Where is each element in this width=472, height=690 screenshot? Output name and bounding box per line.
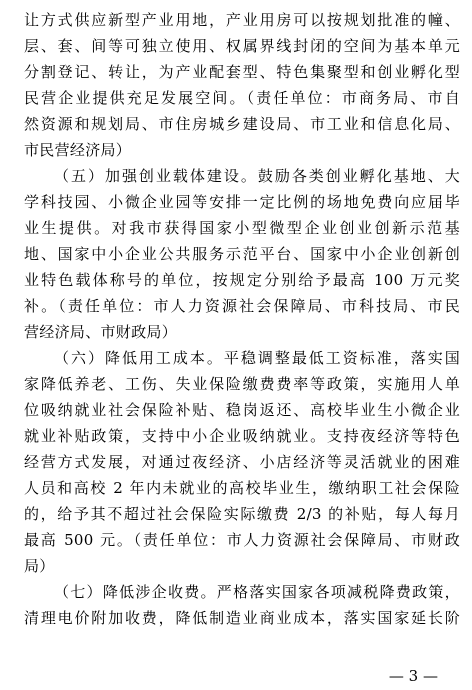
text-line: 学科技园、小微企业园等安排一定比例的场地免费向应届毕 <box>24 193 460 211</box>
text-line: 层、套、间等可独立使用、权属界线封闭的空间为基本单元 <box>24 37 460 55</box>
text-line: 家降低养老、工伤、失业保险缴费费率等政策，实施用人单 <box>24 375 460 393</box>
text-line: （七）降低涉企收费。严格落实国家各项减税降费政策， <box>54 583 460 601</box>
text-line: 分割登记、转让，为产业配套型、特色集聚型和创业孵化型 <box>24 63 460 81</box>
text-line: 人员和高校 2 年内未就业的高校毕业生，缴纳职工社会保险 <box>24 479 460 497</box>
page-number: — 3 — <box>388 667 438 685</box>
document-body <box>24 7 460 631</box>
text-line: （五）加强创业载体建设。鼓励各类创业孵化基地、大 <box>54 167 460 185</box>
text-line: 就业补贴政策，支持中小企业吸纳就业。支持夜经济等特色 <box>24 427 460 445</box>
text-line: 的，给予其不超过社会保险实际缴费 2/3 的补贴，每人每月 <box>24 505 460 523</box>
text-line: 然资源和规划局、市住房城乡建设局、市工业和信息化局、 <box>24 115 460 133</box>
text-line: 经营方式发展，对通过夜经济、小店经济等灵活就业的困难 <box>24 453 460 471</box>
text-line: 民营企业提供充足发展空间。（责任单位：市商务局、市自 <box>24 89 460 107</box>
text-line: 业特色载体称号的单位，按规定分别给予最高 100 万元奖 <box>24 271 460 289</box>
text-line: 市民营经济局） <box>24 141 132 159</box>
text-line: 局） <box>24 557 55 575</box>
text-line: 让方式供应新型产业用地，产业用房可以按规划批准的幢、 <box>24 11 460 29</box>
text-line: 清理电价附加收费，降低制造业商业成本，落实国家延长阶 <box>24 609 460 627</box>
text-line: 补。（责任单位：市人力资源社会保障局、市科技局、市民 <box>24 297 460 315</box>
text-line: 位吸纳就业社会保险补贴、稳岗返还、高校毕业生小微企业 <box>24 401 460 419</box>
text-line: 地、国家中小企业公共服务示范平台、国家中小企业创新创 <box>24 245 460 263</box>
text-line: 最高 500 元。（责任单位：市人力资源社会保障局、市财政 <box>24 531 460 549</box>
page-footer <box>0 666 472 686</box>
text-line: 业生提供。对我市获得国家小型微型企业创业创新示范基 <box>24 219 460 237</box>
text-line: （六）降低用工成本。平稳调整最低工资标准，落实国 <box>54 349 460 367</box>
text-line: 营经济局、市财政局） <box>24 323 178 341</box>
